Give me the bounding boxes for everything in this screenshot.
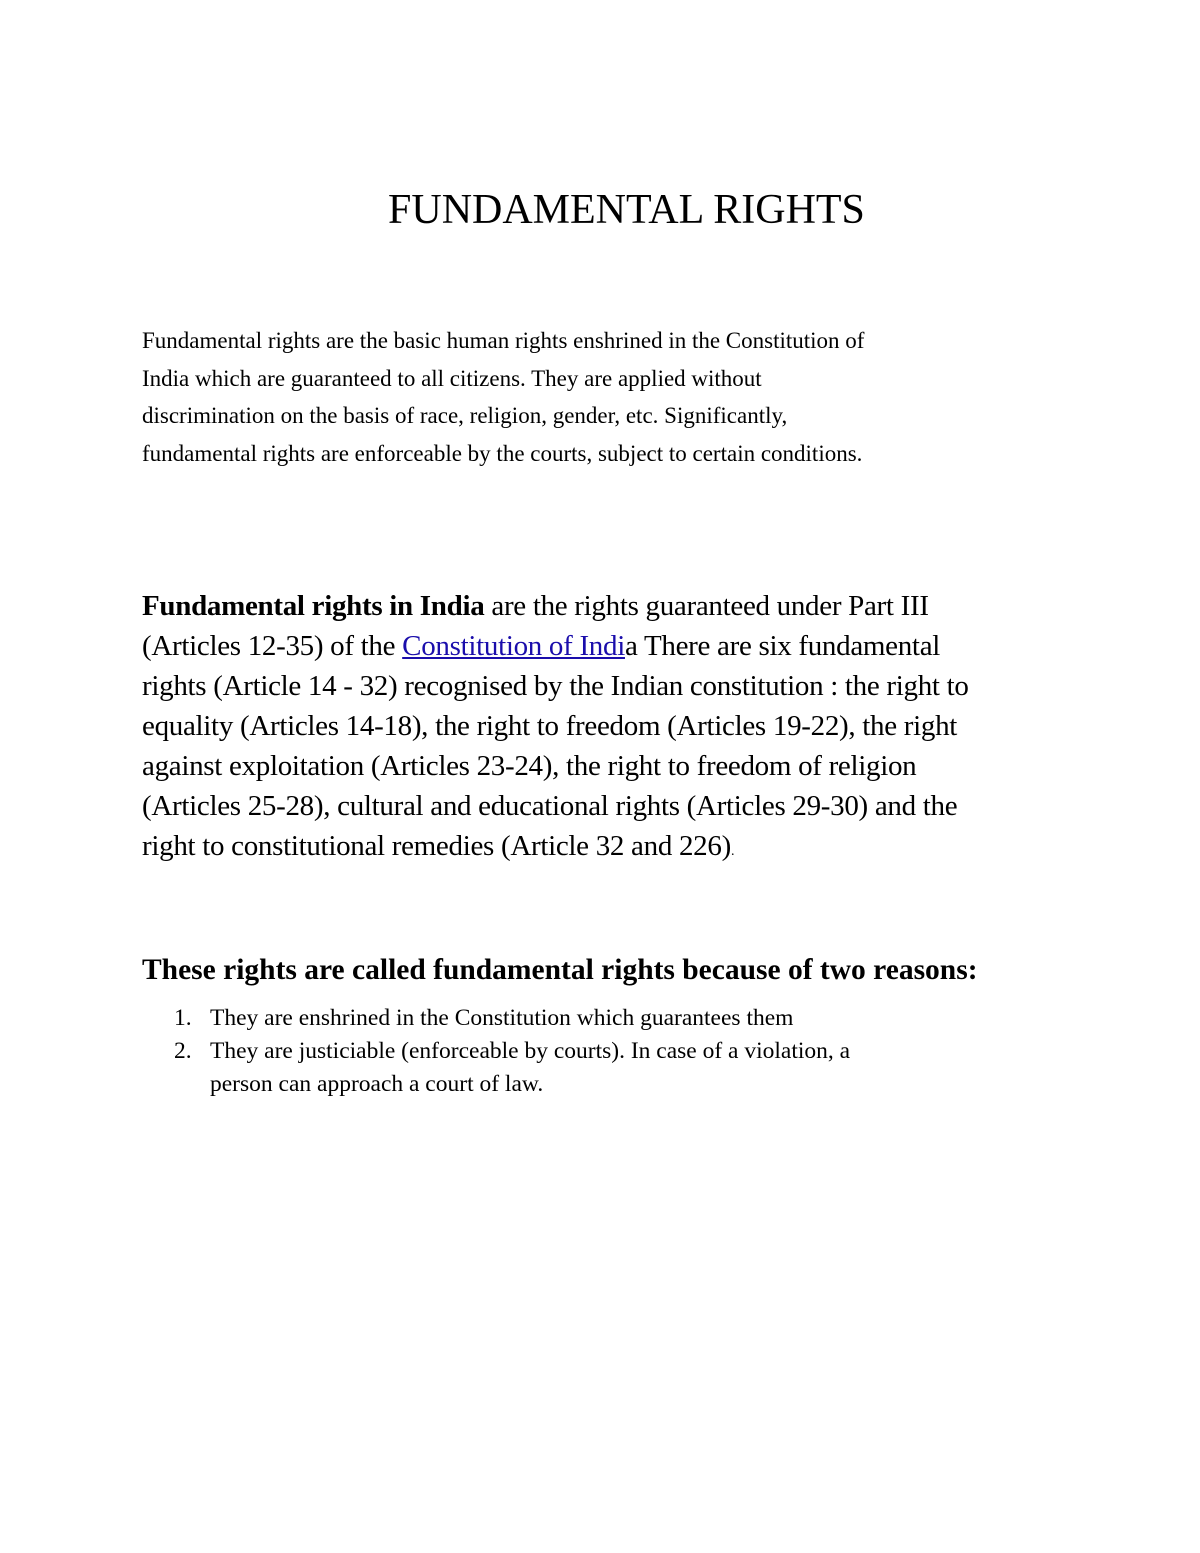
list-item-number: 1. [174, 1005, 192, 1031]
list-item-text: They are enshrined in the Constitution which guarantees them [210, 1005, 794, 1031]
rights-line: (Articles 25-28), cultural and educational rights (Articles 29-30) and the [142, 790, 958, 822]
rights-line-text: (Articles 12-35) of the [142, 630, 403, 662]
rights-line-text: are the rights guaranteed under Part III [484, 590, 929, 622]
list-item [142, 1035, 1042, 1101]
rights-line [142, 586, 1082, 626]
rights-paragraph [142, 586, 1082, 872]
rights-line-text: right to constitutional remedies (Article 32 and 226) [142, 830, 731, 862]
reasons-heading: These rights are called fundamental rights because of two reasons: [142, 954, 978, 986]
reasons-list [142, 1002, 1042, 1101]
rights-line: rights (Article 14 - 32) recognised by the Indian constitution : the right to [142, 670, 969, 702]
list-item-text: They are justiciable (enforceable by courts). In case of a violation, a [210, 1038, 851, 1064]
rights-period: . [730, 844, 735, 859]
list-item-text: person can approach a court of law. [210, 1071, 544, 1097]
intro-paragraph [142, 322, 1062, 472]
rights-line [142, 626, 1082, 666]
intro-line: India which are guaranteed to all citizens. They are applied without [142, 365, 762, 391]
rights-line-text: a There are six fundamental [624, 630, 941, 662]
intro-line: Fundamental rights are the basic human rights enshrined in the Constitution of [142, 328, 865, 353]
rights-bold-lead: Fundamental rights in India [142, 590, 485, 622]
rights-line: equality (Articles 14-18), the right to freedom (Articles 19-22), the right [142, 710, 958, 742]
list-item-number: 2. [174, 1038, 192, 1064]
list-item [142, 1002, 1042, 1035]
intro-line: discrimination on the basis of race, religion, gender, etc. Significantly, [142, 403, 788, 428]
page-title: FUNDAMENTAL RIGHTS [388, 187, 865, 233]
rights-line [142, 826, 1082, 872]
constitution-of-india-link[interactable]: Constitution of Indi [402, 630, 625, 662]
rights-line: against exploitation (Articles 23-24), the right to freedom of religion [142, 750, 917, 782]
intro-line: fundamental rights are enforceable by the courts, subject to certain conditions. [142, 440, 863, 466]
